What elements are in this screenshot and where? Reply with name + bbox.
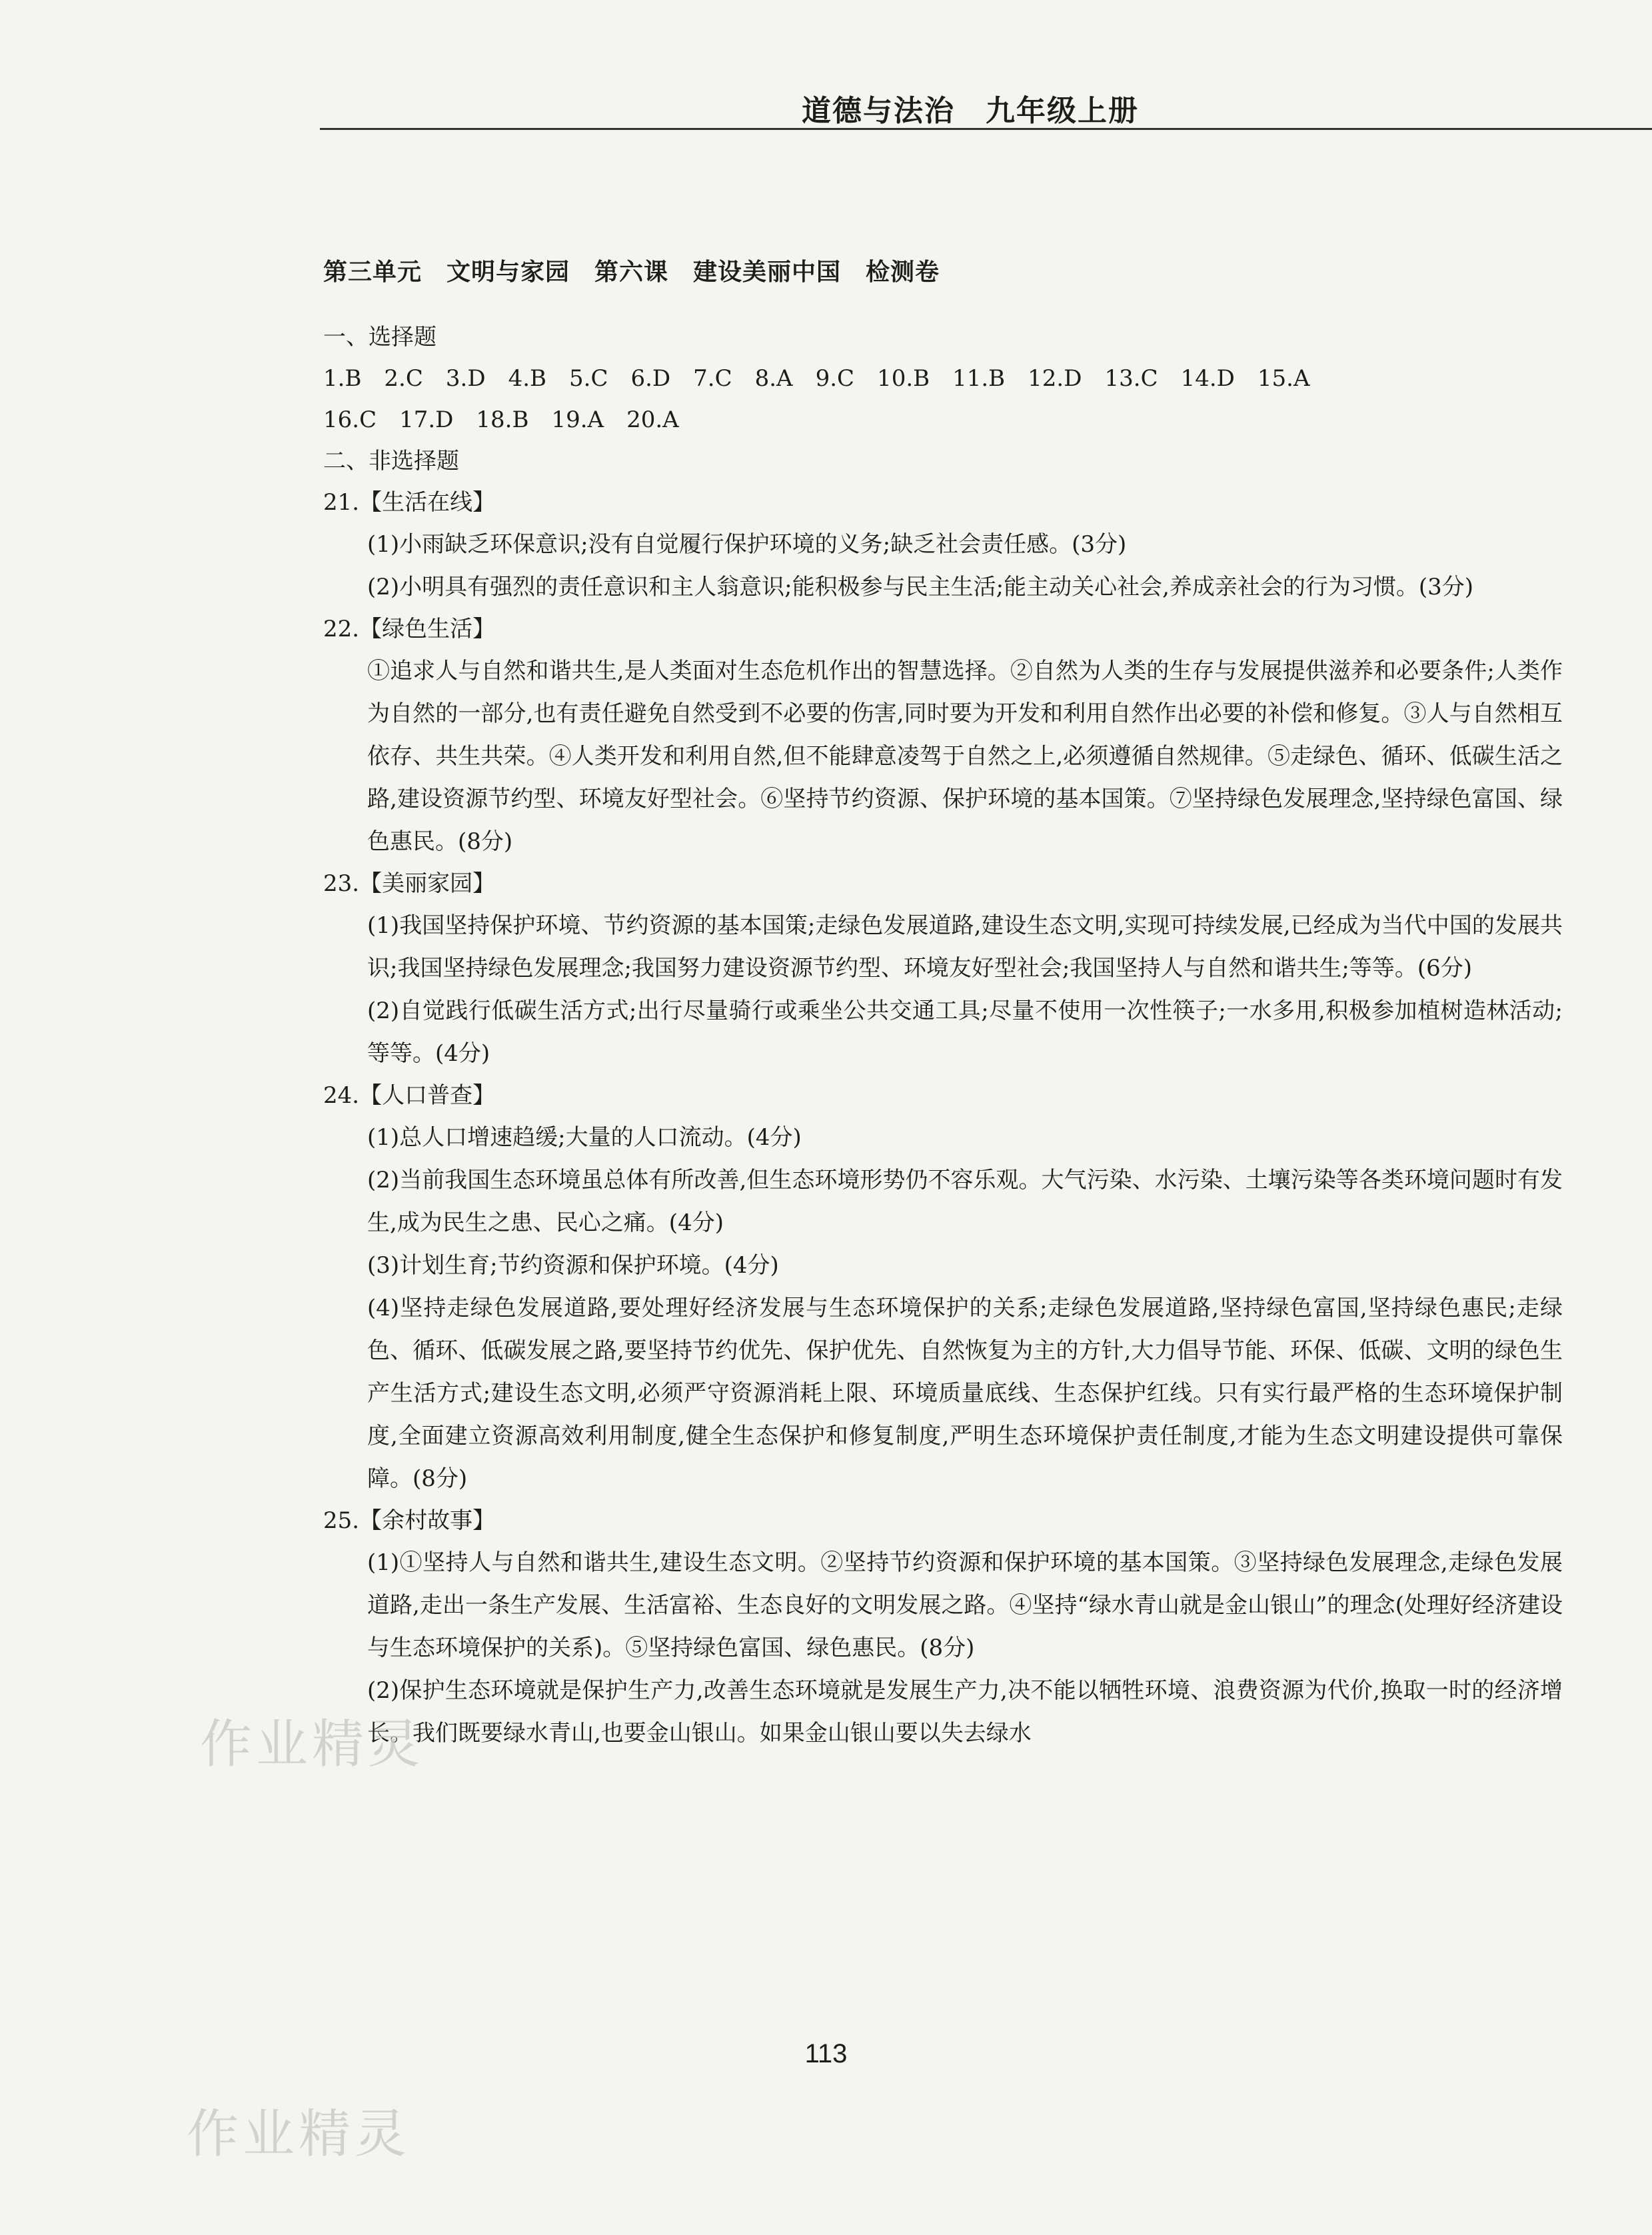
- question-heading: 24.【人口普查】: [323, 1082, 496, 1109]
- page-header: [320, 80, 1652, 133]
- answer-paragraph: (4)坚持走绿色发展道路,要处理好经济发展与生态环境保护的关系;走绿色发展道路,坚持绿色富国,坚持绿色惠民;走绿色、循环、低碳发展之路,要坚持节约优先、保护优先、自然恢复为主的方针,大力倡导节能、环保、低碳、文明的绿色生产生活方式;建设生态文明,必须严守资源消耗上限、环境质量底线、生态保护红线。只有实行最严格的生态环境保护制度,全面建立资源高效利用制度,健全生态保护和修复制度,严明生态环境保护责任制度,才能为生态文明建设提供可靠保障。(8分): [367, 1295, 1563, 1492]
- section-title: 第三单元 文明与家园 第六课 建设美丽中国 检测卷: [323, 259, 940, 286]
- page-number: 113: [804, 2039, 848, 2068]
- answer-paragraph: (3)计划生育;节约资源和保护环境。(4分): [367, 1252, 779, 1279]
- question-25: [323, 1500, 1563, 1755]
- choice-answers-line: 16.C 17.D 18.B 19.A 20.A: [323, 406, 679, 433]
- part-heading-nonchoice: 二、非选择题: [323, 448, 459, 474]
- question-heading: 21.【生活在线】: [323, 489, 496, 516]
- part-heading-choice: 一、选择题: [323, 324, 436, 351]
- watermark: 作业精灵: [187, 2104, 411, 2164]
- answer-paragraph: (2)保护生态环境就是保护生产力,改善生态环境就是发展生产力,决不能以牺牲环境、浪费资源为代价,换取一时的经济增长。我们既要绿水青山,也要金山银山。如果金山银山要以失去绿水: [367, 1677, 1563, 1747]
- question-heading: 25.【余村故事】: [323, 1507, 496, 1534]
- header-title: 道德与法治 九年级上册: [802, 94, 1139, 128]
- answer-paragraph: (1)总人口增速趋缓;大量的人口流动。(4分): [367, 1124, 802, 1151]
- header-rule: [320, 128, 1652, 130]
- answer-paragraph: (1)我国坚持保护环境、节约资源的基本国策;走绿色发展道路,建设生态文明,实现可持续发展,已经成为当代中国的发展共识;我国坚持绿色发展理念;我国努力建设资源节约型、环境友好型社会;我国坚持人与自然和谐共生;等等。(6分): [367, 912, 1563, 982]
- question-heading: 23.【美丽家园】: [323, 870, 496, 897]
- answer-paragraph: (1)①坚持人与自然和谐共生,建设生态文明。②坚持节约资源和保护环境的基本国策。③坚持绿色发展理念,走绿色发展道路,走出一条生产发展、生活富裕、生态良好的文明发展之路。④坚持“绿水青山就是金山银山”的理念(处理好经济建设与生态环境保护的关系)。⑤坚持绿色富国、绿色惠民。(8分): [367, 1549, 1563, 1661]
- question-23: [323, 863, 1563, 1075]
- answer-paragraph: (2)当前我国生态环境虽总体有所改善,但生态环境形势仍不容乐观。大气污染、水污染、土壤污染等各类环境问题时有发生,成为民生之患、民心之痛。(4分): [367, 1167, 1563, 1236]
- page-content: [323, 253, 1563, 1755]
- question-22: [323, 608, 1563, 863]
- answer-paragraph: ①追求人与自然和谐共生,是人类面对生态危机作出的智慧选择。②自然为人类的生存与发展提供滋养和必要条件;人类作为自然的一部分,也有责任避免自然受到不必要的伤害,同时要为开发和利用自然作出必要的补偿和修复。③人与自然相互依存、共生共荣。④人类开发和利用自然,但不能肆意凌驾于自然之上,必须遵循自然规律。⑤走绿色、循环、低碳生活之路,建设资源节约型、环境友好型社会。⑥坚持节约资源、保护环境的基本国策。⑦坚持绿色发展理念,坚持绿色富国、绿色惠民。(8分): [367, 658, 1563, 855]
- question-heading: 22.【绿色生活】: [323, 616, 496, 642]
- watermark: 作业精灵: [200, 1715, 424, 1775]
- question-24: [323, 1075, 1563, 1500]
- question-21: [323, 482, 1563, 608]
- answer-paragraph: (2)小明具有强烈的责任意识和主人翁意识;能积极参与民主生活;能主动关心社会,养成亲社会的行为习惯。(3分): [367, 574, 1474, 600]
- answer-paragraph: (1)小雨缺乏环保意识;没有自觉履行保护环境的义务;缺乏社会责任感。(3分): [367, 531, 1127, 558]
- answer-paragraph: (2)自觉践行低碳生活方式;出行尽量骑行或乘坐公共交通工具;尽量不使用一次性筷子;一水多用,积极参加植树造林活动;等等。(4分): [367, 998, 1563, 1067]
- choice-answers-line: 1.B 2.C 3.D 4.B 5.C 6.D 7.C 8.A 9.C 10.B 11.B 12.D 13.C 14.D 15.A: [323, 365, 1310, 392]
